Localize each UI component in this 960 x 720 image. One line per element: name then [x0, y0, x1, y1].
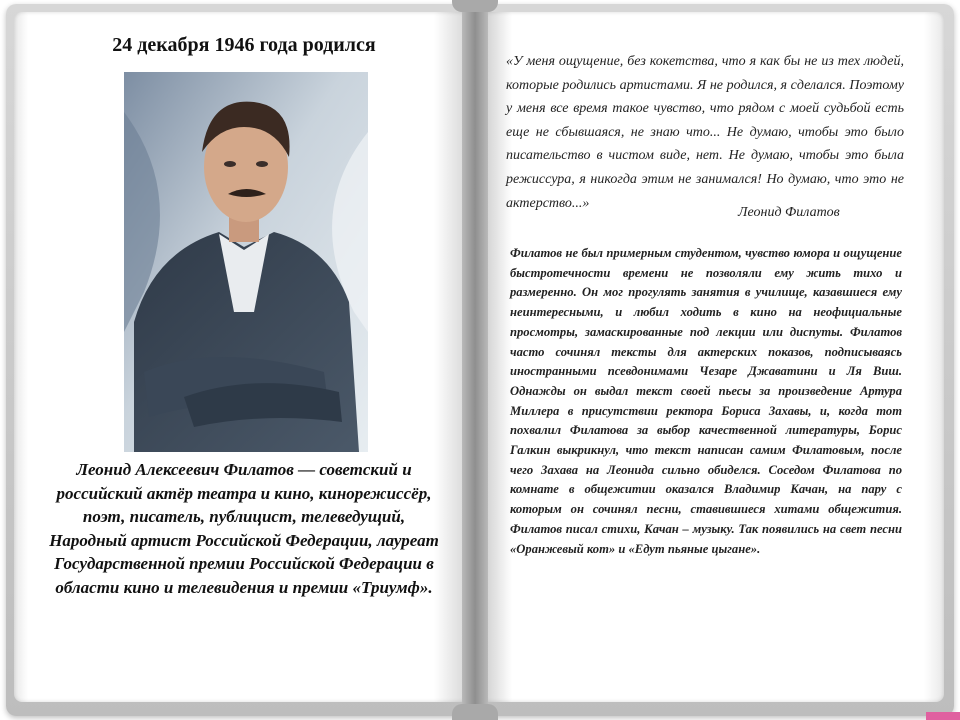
- portrait-photo: [124, 72, 368, 452]
- spine-top-clip: [452, 0, 498, 12]
- birth-date-heading: 24 декабря 1946 года родился: [112, 34, 376, 56]
- spine-bottom-clip: [452, 704, 498, 720]
- book-spine: [462, 0, 488, 720]
- quote-author: Леонид Филатов: [738, 205, 840, 220]
- corner-accent: [926, 712, 960, 720]
- biography-text: Филатов не был примерным студентом, чувство юмора и ощущение быстротечности времени не позволяли ему жить тихо и размеренно. Он мог прогулять занятия в училище, казавшиеся ему неинтересными, и любил ходить в кино на неофициальные просмотры, замаскированные под лекции или диспуты. Филатов часто сочинял тексты для актерских показов, подписываясь иностранными псевдонимами Чезаре Джаватини и Ля Виш. Однажды он выдал текст своей пьесы за произведение Артура Миллера в присутствии ректора Бориса Захавы, и, когда тот похвалил Филатова за выбор качественной литературы, Борис Галкин выкрикнул, что текст написан самим Филатовым, после чего Захава на Леонида сильно обиделся. Соседом Филатова по комнате в общежитии оказался Владимир Качан, на пару с которым он сочинял песни, ставившиеся хитами общежития. Филатов писал стихи, Качан – музыку. Так появились на свет песни «Оранжевый кот» и «Едут пьяные цыгане».: [510, 246, 902, 556]
- filatov-quote: «У меня ощущение, без кокетства, что я как бы не из тех людей, которые родились артистами. Я не родился, я сделался. Поэтому у меня все время такое чувство, что рядом с моей судьбой есть еще не сбывшаяся, не знаю что... Не думаю, чтобы это было писательство в чистом виде, нет. Не думаю, чтобы это была режиссура, я никогда этим не занимался! Но думаю, что это не актерство...»: [506, 54, 904, 211]
- actor-caption: Леонид Алексеевич Филатов — советский и российский актёр театра и кино, кинорежиссёр, поэт, писатель, публицист, телеведущий, Народный артист Российской Федерации, лауреат Государственной премии Российской Федерации в области кино и телевидения и премии «Триумф».: [49, 460, 439, 597]
